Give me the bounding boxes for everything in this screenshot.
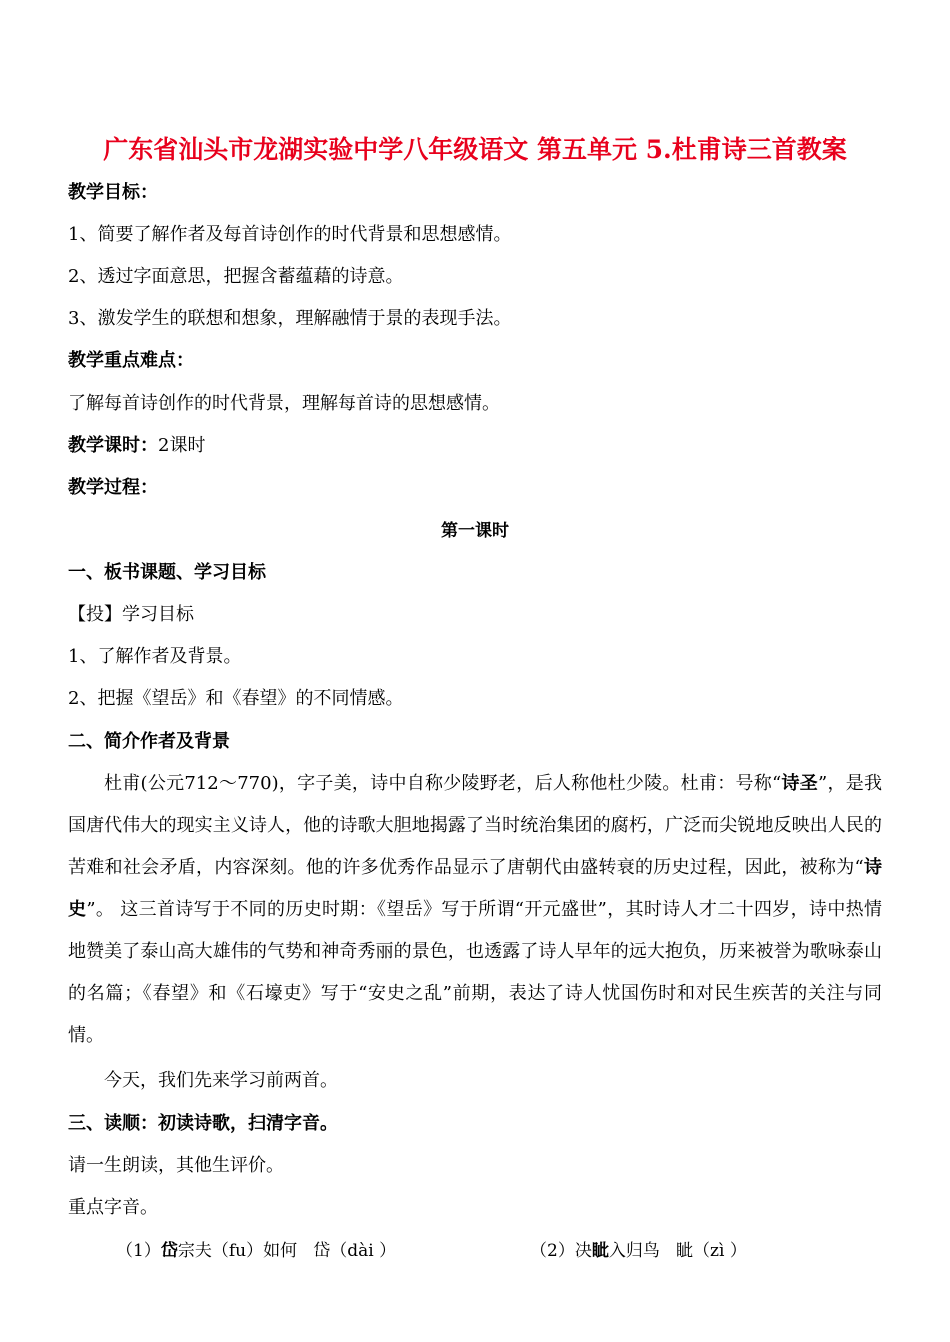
process-heading: 教学过程： xyxy=(68,477,158,498)
pron-number: （1） xyxy=(116,1241,161,1261)
paragraph-text: 杜甫(公元712～770)，字子美，诗中自称少陵野老，后人称他杜少陵。杜甫：号称“ xyxy=(104,773,782,794)
section1-item: 2、把握《望岳》和《春望》的不同情感。 xyxy=(68,688,404,709)
paragraph-emphasis: 诗圣 xyxy=(781,773,818,794)
pron-char: 岱 xyxy=(160,1241,178,1261)
pron-text: 入归鸟 眦（zì ） xyxy=(608,1241,747,1261)
paragraph-text: ”。 这三首诗写于不同的历史时期：《望岳》写于所谓“开元盛世”，其时诗人才二十四岁，诗中热情地赞美了泰山高大雄伟的气势和神奇秀丽的景色，也透露了诗人早年的远大抱负，历来被誉为歌咏泰山的名篇；《春望》和《石壕吏》写于“安史之乱”前期，表达了诗人忧国伤时和对民生疾苦的关注与同情。 xyxy=(68,899,882,1046)
pron-text: 宗夫（fu）如何 岱（dài ） xyxy=(177,1241,397,1261)
today-line: 今天，我们先来学习前两首。 xyxy=(104,1070,338,1091)
objective-item: 2、透过字面意思，把握含蓄蕴藉的诗意。 xyxy=(68,266,404,287)
section3-line: 请一生朗读，其他生评价。 xyxy=(68,1155,284,1176)
pronunciation-item xyxy=(530,1240,747,1262)
lesson-one-heading: 第一课时 xyxy=(441,521,509,541)
section2-heading: 二、简介作者及背景 xyxy=(68,731,230,752)
section1-item: 1、了解作者及背景。 xyxy=(68,646,242,667)
objective-item: 1、简要了解作者及每首诗创作的时代背景和思想感情。 xyxy=(68,224,512,245)
section1-heading: 一、板书课题、学习目标 xyxy=(68,562,266,583)
paragraph-emphasis: 诗史 xyxy=(68,857,883,920)
section1-tag: 【投】学习目标 xyxy=(68,604,194,625)
objective-item: 3、激发学生的联想和想象，理解融情于景的表现手法。 xyxy=(68,308,512,329)
author-background-paragraph xyxy=(68,763,882,1057)
objectives-heading: 教学目标： xyxy=(68,182,158,203)
page-title: 广东省汕头市龙湖实验中学八年级语文 第五单元 5.杜甫诗三首教案 xyxy=(103,135,847,164)
class-hours-value: 2课时 xyxy=(158,435,206,456)
section3-line: 重点字音。 xyxy=(68,1197,158,1218)
pron-char: 眦 xyxy=(591,1241,609,1261)
paragraph-text: ”，是我国唐代伟大的现实主义诗人，他的诗歌大胆地揭露了当时统治集团的腐朽，广泛而尖锐地反映出人民的苦难和社会矛盾，内容深刻。他的许多优秀作品显示了唐朝代由盛转衰的历史过程，因此，被称为“ xyxy=(68,773,882,878)
pronunciation-item xyxy=(116,1240,396,1262)
key-points-heading: 教学重点难点： xyxy=(68,350,194,371)
class-hours-label: 教学课时： xyxy=(68,435,158,456)
pron-number: （2）决 xyxy=(530,1241,592,1261)
class-hours xyxy=(68,435,205,457)
key-points-text: 了解每首诗创作的时代背景，理解每首诗的思想感情。 xyxy=(68,393,500,414)
section3-heading: 三、读顺：初读诗歌，扫清字音。 xyxy=(68,1113,338,1134)
